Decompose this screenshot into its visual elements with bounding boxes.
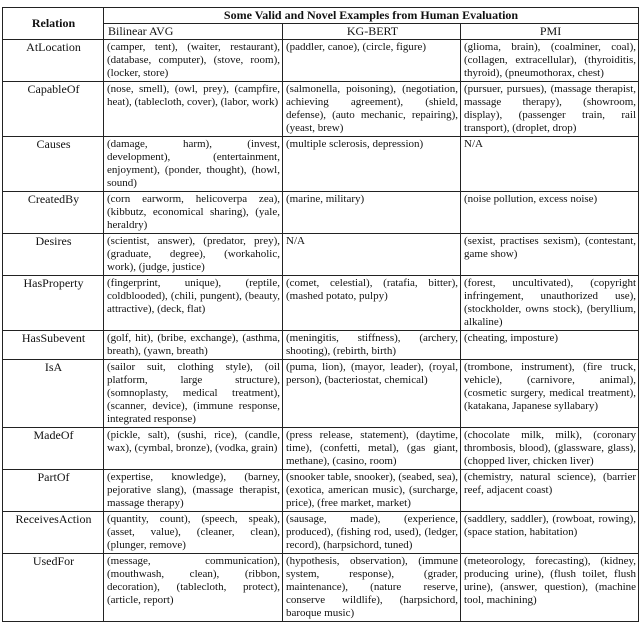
kgbert-cell: (marine, military) — [283, 192, 461, 234]
relation-cell: ReceivesAction — [3, 512, 104, 554]
kgbert-cell: (hypothesis, observation), (immune system, response), (grader, maintenance), (nature reserve, conserve wildlife), (harpsichord, baroque music) — [283, 554, 461, 622]
pmi-cell: (noise pollution, excess noise) — [461, 192, 639, 234]
kgbert-cell: (multiple sclerosis, depression) — [283, 137, 461, 192]
relation-header: Relation — [3, 8, 104, 40]
pmi-cell: (trombone, instrument), (fire truck, vehicle), (carnivore, animal), (cosmetic surgery, medical treatment), (katakana, Japanese syllabary) — [461, 360, 639, 428]
kgbert-cell: (sausage, made), (experience, produced), (fishing rod, used), (ledger, record), (harpsichord, tuned) — [283, 512, 461, 554]
pmi-cell: (saddlery, saddler), (rowboat, rowing), (space station, habitation) — [461, 512, 639, 554]
relation-cell: CapableOf — [3, 82, 104, 137]
relation-cell: Desires — [3, 234, 104, 276]
table-row — [3, 234, 639, 276]
bilinear-cell: (pickle, salt), (sushi, rice), (candle, wax), (cymbal, bronze), (vodka, grain) — [104, 428, 283, 470]
group-header: Some Valid and Novel Examples from Human Evaluation — [104, 8, 639, 24]
table-row — [3, 82, 639, 137]
relation-cell: HasProperty — [3, 276, 104, 331]
bilinear-cell: (camper, tent), (waiter, restaurant), (database, computer), (stove, room), (locker, store) — [104, 40, 283, 82]
kgbert-cell: (salmonella, poisoning), (negotiation, achieving agreement), (shield, defense), (auto mechanic, repairing), (yeast, brew) — [283, 82, 461, 137]
table-row — [3, 40, 639, 82]
bilinear-cell: (corn earworm, helicoverpa zea), (kibbutz, economical sharing), (yale, heraldry) — [104, 192, 283, 234]
table-row — [3, 192, 639, 234]
bilinear-cell: (scientist, answer), (predator, prey), (graduate, degree), (workaholic, work), (judge, justice) — [104, 234, 283, 276]
bilinear-cell: (golf, hit), (bribe, exchange), (asthma, breath), (yawn, breath) — [104, 331, 283, 360]
kgbert-cell: (meningitis, stiffness), (archery, shooting), (rebirth, birth) — [283, 331, 461, 360]
table-row — [3, 360, 639, 428]
bilinear-cell: (damage, harm), (invest, development), (entertainment, enjoyment), (ponder, thought), (howl, sound) — [104, 137, 283, 192]
table-row — [3, 512, 639, 554]
pmi-cell: N/A — [461, 137, 639, 192]
relation-cell: MadeOf — [3, 428, 104, 470]
relation-cell: Causes — [3, 137, 104, 192]
examples-table — [2, 7, 639, 622]
pmi-cell: (chemistry, natural science), (barrier reef, adjacent coast) — [461, 470, 639, 512]
table-row — [3, 331, 639, 360]
bilinear-cell: (message, communication), (mouthwash, clean), (ribbon, decoration), (tablecloth, protect), (article, report) — [104, 554, 283, 622]
pmi-cell: (chocolate milk, milk), (coronary thrombosis, blood), (glassware, glass), (chopped liver, chicken liver) — [461, 428, 639, 470]
table-row — [3, 276, 639, 331]
pmi-cell: (meteorology, forecasting), (kidney, producing urine), (flush toilet, flush urine), (answer, question), (machine tool, machining) — [461, 554, 639, 622]
pmi-cell: (forest, uncultivated), (copyright infringement, unauthorized use), (stockholder, owns stock), (beryllium, alkaline) — [461, 276, 639, 331]
column-header-kgbert: KG-BERT — [283, 24, 461, 40]
table-row — [3, 554, 639, 622]
kgbert-cell: (puma, lion), (mayor, leader), (royal, person), (bacteriostat, chemical) — [283, 360, 461, 428]
kgbert-cell: (snooker table, snooker), (seabed, sea), (exotica, american music), (surcharge, price), (free market, market) — [283, 470, 461, 512]
pmi-cell: (pursuer, pursues), (massage therapist, massage therapy), (showroom, display), (passenger train, rail transport), (droplet, drop) — [461, 82, 639, 137]
bilinear-cell: (nose, smell), (owl, prey), (campfire, heat), (tablecloth, cover), (labor, work) — [104, 82, 283, 137]
relation-cell: IsA — [3, 360, 104, 428]
relation-cell: HasSubevent — [3, 331, 104, 360]
relation-cell: AtLocation — [3, 40, 104, 82]
bilinear-cell: (expertise, knowledge), (barney, pejorative slang), (massage therapist, massage therapy) — [104, 470, 283, 512]
relation-cell: CreatedBy — [3, 192, 104, 234]
bilinear-cell: (quantity, count), (speech, speak), (asset, value), (cleaner, clean), (plunger, remove) — [104, 512, 283, 554]
kgbert-cell: (press release, statement), (daytime, time), (confetti, metal), (gas giant, methane), (casino, room) — [283, 428, 461, 470]
relation-cell: PartOf — [3, 470, 104, 512]
bilinear-cell: (fingerprint, unique), (reptile, coldblooded), (chili, pungent), (beauty, attractive), (deck, flat) — [104, 276, 283, 331]
pmi-cell: (sexist, practises sexism), (contestant, game show) — [461, 234, 639, 276]
table-row — [3, 470, 639, 512]
column-header-bilinear: Bilinear AVG — [104, 24, 283, 40]
pmi-cell: (glioma, brain), (coalminer, coal), (collagen, extracellular), (thyroiditis, thyroid), (pneumothorax, chest) — [461, 40, 639, 82]
bilinear-cell: (sailor suit, clothing style), (oil platform, large structure), (somnoplasty, medical treatment), (scanner, device), (immune response, integrated response) — [104, 360, 283, 428]
kgbert-cell: (paddler, canoe), (circle, figure) — [283, 40, 461, 82]
pmi-cell: (cheating, imposture) — [461, 331, 639, 360]
column-header-pmi: PMI — [461, 24, 639, 40]
kgbert-cell: (comet, celestial), (ratafia, bitter), (mashed potato, pulpy) — [283, 276, 461, 331]
table-row — [3, 137, 639, 192]
table-row — [3, 428, 639, 470]
relation-cell: UsedFor — [3, 554, 104, 622]
kgbert-cell: N/A — [283, 234, 461, 276]
